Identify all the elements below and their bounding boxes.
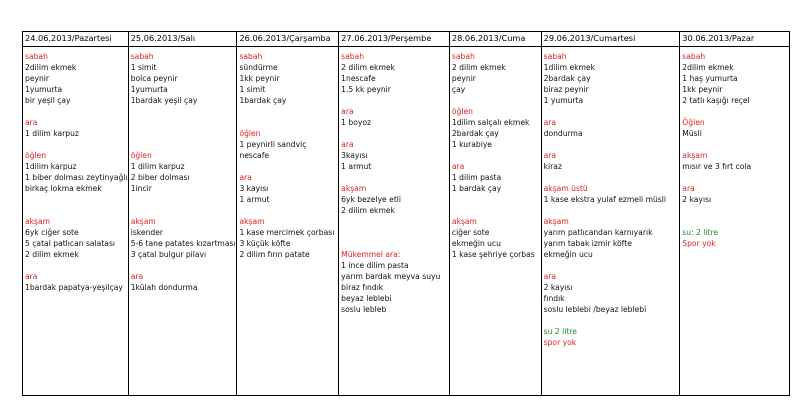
- food-item: 1 simit: [239, 85, 266, 94]
- food-item: 6yk ciğer sote: [25, 228, 79, 237]
- food-item: 1.5 kk peynir: [341, 85, 391, 94]
- food-item: 2 tatlı kaşığı reçel: [682, 96, 750, 105]
- day-column-sunday: [680, 32, 789, 395]
- food-item: 1bardak papatya-yeşilçay: [25, 283, 123, 292]
- food-item: 2 kayısı: [682, 195, 712, 204]
- meal-heading: Mükemmel ara:: [341, 250, 401, 259]
- food-item: 1 dilim pasta: [451, 173, 502, 182]
- meal-heading: akşam: [130, 217, 156, 226]
- meal-heading: sabah: [130, 52, 154, 61]
- day-header: 28.06.2013/Cuma: [450, 32, 541, 47]
- day-column-tuesday: [129, 32, 238, 395]
- day-header: 26.06.2013/Çarşamba: [237, 32, 338, 47]
- meal-heading: akşam: [341, 184, 367, 193]
- meal-heading: akşam: [682, 151, 708, 160]
- meal-heading: spor yok: [543, 338, 577, 347]
- food-item: 2 dilim ekmek: [451, 63, 506, 72]
- food-item: 2 dilim fırın patate: [239, 250, 310, 259]
- meal-heading: ara: [341, 107, 354, 116]
- food-item: 3 kayısı: [239, 184, 269, 193]
- food-item: 1 kurabiye: [451, 140, 492, 149]
- meal-heading: akşam: [239, 217, 265, 226]
- food-item: 1 haş yumurta: [682, 74, 738, 83]
- meal-heading: Öğlen: [682, 118, 705, 127]
- food-item: soslu leblebi /beyaz leblebi: [543, 305, 647, 314]
- food-item: iskender: [130, 228, 164, 237]
- food-item: bolca peynir: [130, 74, 178, 83]
- meal-heading: Spor yok: [682, 239, 716, 248]
- food-item: 1 kase şehriye çorbas: [451, 250, 535, 259]
- water-note: su: 2 litre: [682, 228, 719, 237]
- food-item: 1yumurta: [130, 85, 168, 94]
- food-item: 2dilim ekmek: [682, 63, 734, 72]
- food-item: 3 çatal bulgur pilavı: [130, 250, 207, 259]
- weekly-food-diary-table: [22, 31, 790, 396]
- day-header: 27.06.2013/Perşembe: [339, 32, 449, 47]
- meal-heading: ara: [543, 118, 557, 127]
- meal-heading: sabah: [451, 52, 475, 61]
- food-item: 1 ince dilim pasta: [341, 261, 409, 270]
- food-item: biraz peynir: [543, 85, 589, 94]
- food-item: 1 kase ekstra yulaf ezmeli müsli: [543, 195, 666, 204]
- food-item: 1 armut: [341, 162, 372, 171]
- food-item: 1nescafe: [341, 74, 376, 83]
- food-item: 3kayısı: [341, 151, 368, 160]
- food-item: 1 simit: [130, 63, 157, 72]
- food-item: bir yeşil çay: [25, 96, 71, 105]
- food-item: 1kk peynir: [239, 74, 280, 83]
- meal-heading: öğlen: [451, 107, 473, 116]
- food-item: birkaç lokma ekmek: [25, 184, 102, 193]
- food-item: kiraz: [543, 162, 562, 171]
- day-column-monday: [23, 32, 129, 395]
- day-header: 30.06.2013/Pazar: [680, 32, 789, 47]
- meal-heading: akşam: [543, 217, 569, 226]
- food-item: beyaz leblebi: [341, 294, 392, 303]
- food-item: 1yumurta: [25, 85, 63, 94]
- food-item: dondurma: [543, 129, 583, 138]
- meal-heading: ara: [543, 272, 557, 281]
- food-item: ekmeğin ucu: [543, 250, 593, 259]
- day-header: 29.06.2013/Cumartesi: [542, 32, 680, 47]
- food-item: 1 dilim karpuz: [25, 129, 79, 138]
- food-item: Müsli: [682, 129, 702, 138]
- food-item: 1külah dondurma: [130, 283, 198, 292]
- meal-heading: öğlen: [239, 129, 261, 138]
- meal-heading: ara: [451, 162, 465, 171]
- food-item: 2 biber dolması: [130, 173, 190, 182]
- food-item: 1 biber dolması zeytinyağlı: [25, 173, 128, 182]
- meal-heading: ara: [682, 184, 695, 193]
- meal-heading: sabah: [25, 52, 48, 61]
- day-column-wednesday: [237, 32, 339, 395]
- food-item: 1bardak yeşil çay: [130, 96, 198, 105]
- food-item: 2bardak çay: [451, 129, 499, 138]
- meal-heading: sabah: [543, 52, 567, 61]
- day-column-friday: [450, 32, 542, 395]
- food-item: 1dilim ekmek: [543, 63, 595, 72]
- food-item: 1 kase mercimek çorbası: [239, 228, 335, 237]
- food-item: 2bardak çay: [543, 74, 591, 83]
- meal-heading: öğlen: [25, 151, 47, 160]
- meal-heading: ara: [130, 272, 144, 281]
- meal-heading: ara: [239, 173, 252, 182]
- meal-heading: ara: [25, 118, 38, 127]
- food-item: yarım bardak meyva suyu: [341, 272, 441, 281]
- meal-heading: ara: [25, 272, 38, 281]
- food-item: 2 kayısı: [543, 283, 573, 292]
- meal-heading: ara: [341, 140, 354, 149]
- food-item: yarım patlıcandan karnıyarık: [543, 228, 653, 237]
- food-item: 1bardak çay: [239, 96, 287, 105]
- food-item: çay: [451, 85, 466, 94]
- food-item: 1 armut: [239, 195, 270, 204]
- food-item: ekmeğin ucu: [451, 239, 501, 248]
- food-item: 1 peynirli sandviç: [239, 140, 307, 149]
- food-item: yarım tabak izmir köfte: [543, 239, 632, 248]
- food-item: 1 bardak çay: [451, 184, 502, 193]
- food-item: ciğer sote: [451, 228, 490, 237]
- food-item: 1dilim salçalı ekmek: [451, 118, 530, 127]
- food-item: 2 dilim ekmek: [341, 63, 395, 72]
- food-item: peynir: [451, 74, 476, 83]
- meal-heading: öğlen: [130, 151, 152, 160]
- food-item: mısır ve 3 fırt cola: [682, 162, 752, 171]
- food-item: 3 küçük köfte: [239, 239, 291, 248]
- food-item: fındık: [543, 294, 565, 303]
- food-item: soslu lebleb: [341, 305, 387, 314]
- water-note: su 2 litre: [543, 327, 577, 336]
- food-item: 6yk bezelye etli: [341, 195, 402, 204]
- meal-heading: akşam: [25, 217, 51, 226]
- food-item: nescafe: [239, 151, 270, 160]
- food-item: 2dilim ekmek: [25, 63, 77, 72]
- day-header: 25.06.2013/Salı: [129, 32, 237, 47]
- food-item: 5-6 tane patates kızartması: [130, 239, 236, 248]
- food-item: peynir: [25, 74, 50, 83]
- food-item: 2 dilim ekmek: [25, 250, 79, 259]
- meal-heading: ara: [543, 151, 557, 160]
- day-header: 24.06.2013/Pazartesi: [23, 32, 128, 47]
- food-item: 2 dilim ekmek: [341, 206, 395, 215]
- meal-heading: sabah: [682, 52, 706, 61]
- food-item: 5 çatal patlıcan salatası: [25, 239, 116, 248]
- day-column-saturday: [542, 32, 681, 395]
- day-column-thursday: [339, 32, 450, 395]
- meal-heading: sabah: [239, 52, 263, 61]
- food-item: sündürme: [239, 63, 278, 72]
- food-item: 1dilim karpuz: [25, 162, 77, 171]
- food-item: 1kk peynir: [682, 85, 723, 94]
- food-item: 1 dilim karpuz: [130, 162, 185, 171]
- meal-heading: sabah: [341, 52, 365, 61]
- meal-heading: akşam: [451, 217, 477, 226]
- food-item: 1 yumurta: [543, 96, 584, 105]
- food-item: 1 boyoz: [341, 118, 372, 127]
- food-item: biraz fındık: [341, 283, 384, 292]
- food-item: 1incir: [130, 184, 152, 193]
- meal-heading: akşam üstü: [543, 184, 588, 193]
